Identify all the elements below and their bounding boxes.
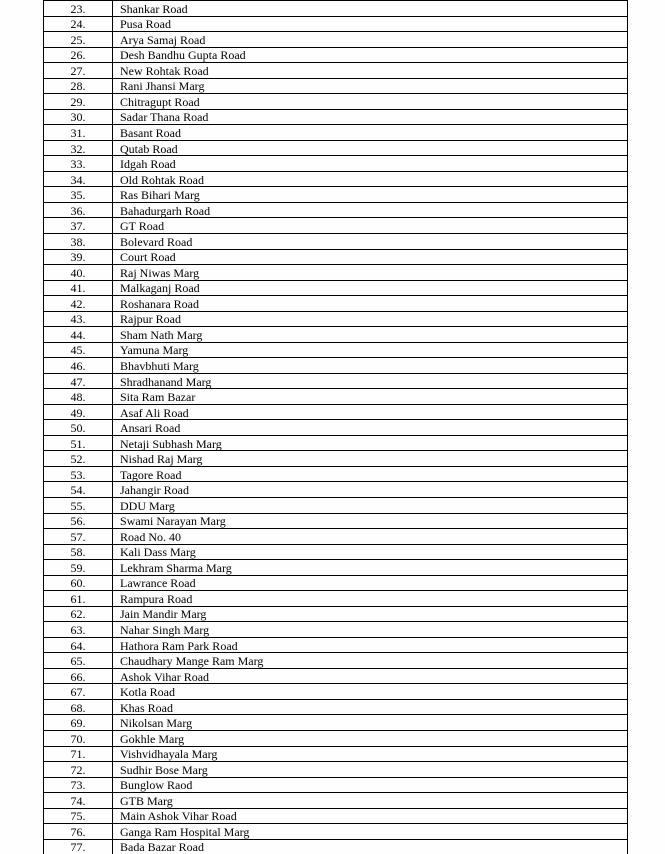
road-name-cell: Rani Jhansi Marg — [120, 79, 205, 94]
road-name-cell: Basant Road — [120, 126, 181, 140]
road-name-cell: Asaf Ali Road — [120, 405, 189, 420]
row-number-cell: 51. — [44, 436, 113, 451]
table-row — [44, 700, 627, 716]
table-row — [44, 374, 627, 390]
road-name-cell: Chaudhary Mange Ram Marg — [120, 654, 264, 668]
row-number-cell: 54. — [44, 482, 113, 497]
roads-table — [43, 0, 628, 854]
table-row — [44, 529, 627, 545]
road-name-cell: Netaji Subhash Marg — [120, 436, 222, 451]
table-row — [44, 265, 627, 281]
table-row — [44, 545, 627, 561]
road-name-cell: Tagore Road — [120, 467, 182, 482]
row-number-cell: 57. — [44, 529, 113, 544]
road-name-cell: Vishvidhayala Marg — [120, 747, 218, 762]
road-name-cell: Lawrance Road — [120, 576, 196, 591]
road-name-cell: GTB Marg — [120, 793, 173, 808]
row-number-cell: 24. — [44, 17, 113, 32]
road-name-cell: Shankar Road — [120, 1, 188, 16]
row-number-cell: 70. — [44, 731, 113, 746]
row-number-cell: 76. — [44, 824, 113, 839]
table-row — [44, 281, 627, 297]
table-row — [44, 436, 627, 452]
road-name-cell: Lekhram Sharma Marg — [120, 560, 232, 575]
table-row — [44, 405, 627, 421]
road-name-cell: Roshanara Road — [120, 296, 199, 311]
road-name-cell: Gokhle Marg — [120, 731, 185, 746]
table-row — [44, 343, 627, 359]
row-number-cell: 64. — [44, 638, 113, 653]
road-name-cell: Ansari Road — [120, 421, 181, 435]
row-number-cell: 44. — [44, 327, 113, 342]
row-number-cell: 42. — [44, 296, 113, 311]
table-row — [44, 125, 627, 141]
road-name-cell: Desh Bandhu Gupta Road — [120, 48, 246, 63]
road-name-cell: Yamuna Marg — [120, 343, 189, 358]
road-name-cell: Jain Mandir Marg — [120, 607, 207, 622]
row-number-cell: 48. — [44, 389, 113, 404]
table-row — [44, 560, 627, 576]
row-number-cell: 31. — [44, 125, 113, 140]
row-number-cell: 65. — [44, 653, 113, 668]
table-row — [44, 250, 627, 266]
road-name-cell: Kotla Road — [120, 685, 175, 699]
table-row — [44, 576, 627, 592]
road-name-cell: Pusa Road — [120, 17, 171, 32]
road-name-cell: Sita Ram Bazar — [120, 390, 196, 404]
table-row — [44, 420, 627, 436]
table-row — [44, 79, 627, 95]
row-number-cell: 39. — [44, 250, 113, 265]
row-number-cell: 50. — [44, 420, 113, 435]
table-row — [44, 498, 627, 514]
row-number-cell: 34. — [44, 172, 113, 187]
table-row — [44, 327, 627, 343]
row-number-cell: 59. — [44, 560, 113, 575]
road-name-cell: Hathora Ram Park Road — [120, 638, 238, 653]
table-row — [44, 296, 627, 312]
road-name-cell: Rajpur Road — [120, 312, 181, 327]
road-name-cell: Ashok Vihar Road — [120, 669, 210, 684]
road-name-cell: Sham Nath Marg — [120, 327, 203, 342]
row-number-cell: 68. — [44, 700, 113, 715]
row-number-cell: 35. — [44, 187, 113, 202]
table-row — [44, 622, 627, 638]
table-row — [44, 17, 627, 33]
road-name-cell: Rampura Road — [120, 591, 193, 606]
table-row — [44, 482, 627, 498]
road-name-cell: Jahangir Road — [120, 483, 189, 497]
row-number-cell: 47. — [44, 374, 113, 389]
road-name-cell: Bahadurgarh Road — [120, 203, 211, 218]
road-name-cell: Arya Samaj Road — [120, 32, 206, 47]
row-number-cell: 30. — [44, 110, 113, 125]
table-row — [44, 778, 627, 794]
row-number-cell: 33. — [44, 156, 113, 171]
table-row — [44, 840, 627, 854]
table-row — [44, 1, 627, 17]
road-name-cell: New Rohtak Road — [120, 63, 209, 78]
table-row — [44, 638, 627, 654]
road-name-cell: Swami Narayan Marg — [120, 514, 226, 529]
table-row — [44, 451, 627, 467]
row-number-cell: 28. — [44, 79, 113, 94]
row-number-cell: 67. — [44, 684, 113, 699]
row-number-cell: 77. — [44, 840, 113, 854]
row-number-cell: 55. — [44, 498, 113, 513]
row-number-cell: 25. — [44, 32, 113, 47]
row-number-cell: 63. — [44, 622, 113, 637]
row-number-cell: 32. — [44, 141, 113, 156]
table-row — [44, 669, 627, 685]
table-row — [44, 467, 627, 483]
road-name-cell: Nishad Raj Marg — [120, 452, 203, 466]
table-row — [44, 63, 627, 79]
row-number-cell: 60. — [44, 576, 113, 591]
table-row — [44, 312, 627, 328]
road-name-cell: Main Ashok Vihar Road — [120, 809, 237, 824]
road-name-cell: Nahar Singh Marg — [120, 623, 210, 637]
row-number-cell: 43. — [44, 312, 113, 327]
table-row — [44, 358, 627, 374]
row-number-cell: 23. — [44, 1, 113, 16]
table-row — [44, 607, 627, 623]
table-row — [44, 234, 627, 250]
row-number-cell: 56. — [44, 514, 113, 529]
row-number-cell: 26. — [44, 48, 113, 63]
road-name-cell: Kali Dass Marg — [120, 545, 196, 560]
table-row — [44, 793, 627, 809]
table-row — [44, 187, 627, 203]
table-row — [44, 203, 627, 219]
row-number-cell: 49. — [44, 405, 113, 420]
row-number-cell: 74. — [44, 793, 113, 808]
table-row — [44, 514, 627, 530]
road-name-cell: Nikolsan Marg — [120, 716, 193, 730]
row-number-cell: 52. — [44, 451, 113, 466]
table-row — [44, 389, 627, 405]
table-row — [44, 824, 627, 840]
row-number-cell: 45. — [44, 343, 113, 358]
row-number-cell: 69. — [44, 715, 113, 730]
row-number-cell: 40. — [44, 265, 113, 280]
road-name-cell: Ganga Ram Hospital Marg — [120, 824, 250, 839]
row-number-cell: 53. — [44, 467, 113, 482]
table-row — [44, 715, 627, 731]
road-name-cell: Bunglow Raod — [120, 778, 193, 793]
table-row — [44, 684, 627, 700]
road-name-cell: Court Road — [120, 250, 176, 265]
row-number-cell: 58. — [44, 545, 113, 560]
table-row — [44, 141, 627, 157]
table-row — [44, 653, 627, 669]
row-number-cell: 71. — [44, 747, 113, 762]
row-number-cell: 72. — [44, 762, 113, 777]
road-name-cell: Chitragupt Road — [120, 94, 200, 109]
table-row — [44, 110, 627, 126]
road-name-cell: Ras Bihari Marg — [120, 188, 200, 202]
road-name-cell: GT Road — [120, 219, 165, 233]
row-number-cell: 62. — [44, 607, 113, 622]
row-number-cell: 37. — [44, 218, 113, 233]
row-number-cell: 29. — [44, 94, 113, 109]
road-name-cell: Sadar Thana Road — [120, 110, 209, 125]
road-name-cell: Bolevard Road — [120, 234, 193, 249]
table-row — [44, 762, 627, 778]
road-name-cell: Shradhanand Marg — [120, 374, 212, 389]
road-name-cell: Khas Road — [120, 700, 173, 715]
table-row — [44, 747, 627, 763]
row-number-cell: 27. — [44, 63, 113, 78]
table-row — [44, 809, 627, 825]
table-row — [44, 172, 627, 188]
road-name-cell: Qutab Road — [120, 141, 178, 156]
row-number-cell: 41. — [44, 281, 113, 296]
table-row — [44, 218, 627, 234]
row-number-cell: 61. — [44, 591, 113, 606]
road-name-cell: Old Rohtak Road — [120, 172, 204, 187]
road-name-cell: Road No. 40 — [120, 529, 181, 544]
table-row — [44, 48, 627, 64]
row-number-cell: 38. — [44, 234, 113, 249]
row-number-cell: 75. — [44, 809, 113, 824]
table-row — [44, 156, 627, 172]
row-number-cell: 66. — [44, 669, 113, 684]
row-number-cell: 73. — [44, 778, 113, 793]
row-number-cell: 36. — [44, 203, 113, 218]
table-row — [44, 94, 627, 110]
road-name-cell: Sudhir Bose Marg — [120, 762, 208, 777]
road-name-cell: Bada Bazar Road — [120, 840, 204, 854]
table-row — [44, 32, 627, 48]
road-name-cell: Raj Niwas Marg — [120, 265, 200, 280]
road-name-cell: Malkaganj Road — [120, 281, 200, 296]
road-name-cell: DDU Marg — [120, 498, 175, 513]
row-number-cell: 46. — [44, 358, 113, 373]
road-name-cell: Bhavbhuti Marg — [120, 358, 199, 373]
table-row — [44, 591, 627, 607]
road-name-cell: Idgah Road — [120, 157, 176, 171]
table-row — [44, 731, 627, 747]
